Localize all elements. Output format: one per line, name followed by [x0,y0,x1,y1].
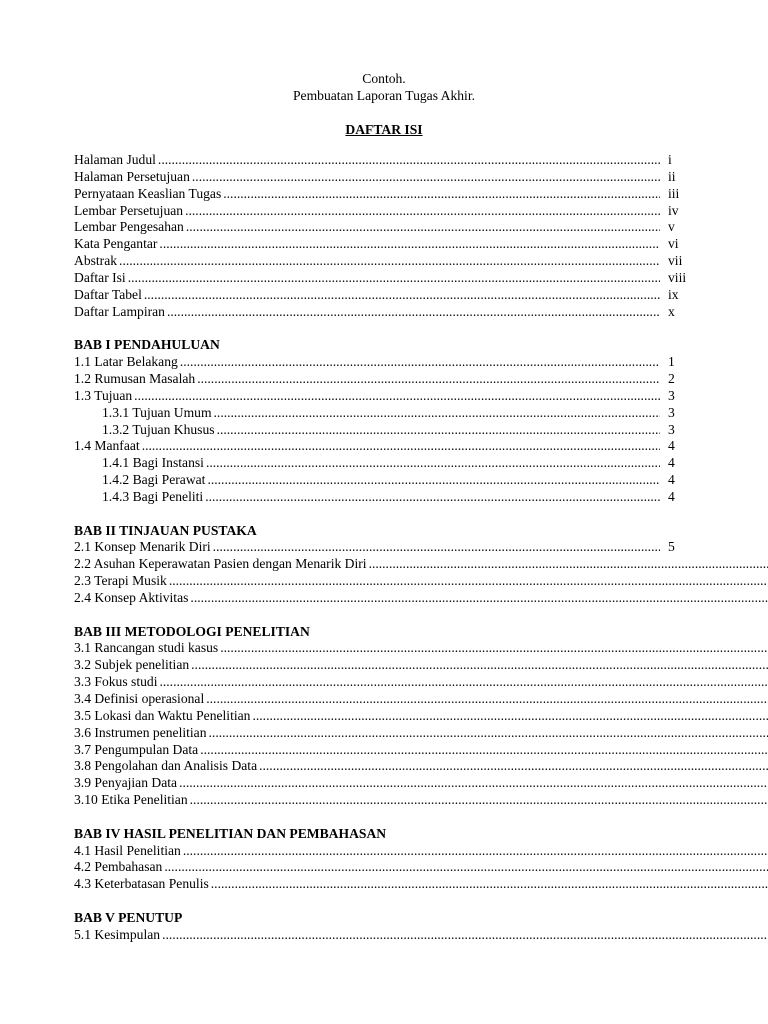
section-spacer [74,506,694,523]
toc-entry-label: 1.3 Tujuan [74,387,133,403]
toc-entry [74,792,694,809]
toc-entry [74,270,694,287]
toc-title [0,121,768,138]
dot-leader [209,725,768,742]
toc-entry-page: 3 [668,387,675,403]
toc-entry-label: 1.3.1 Tujuan Umum [102,404,212,420]
toc-entry-label: Kata Pengantar [74,236,158,252]
toc-entry-label: 3.7 Pengumpulan Data [74,741,199,757]
chapter-heading: BAB III METODOLOGI PENELITIAN [74,623,310,639]
toc-entry-label: Pernyataan Keaslian Tugas [74,185,222,201]
toc-entry-label: Halaman Persetujuan [74,168,190,184]
dot-leader [159,236,660,253]
toc-entry [74,169,694,186]
dot-leader [179,775,768,792]
dot-leader [167,304,660,321]
dot-leader [217,422,660,439]
toc-entry-label: 3.4 Definisi operasional [74,691,205,706]
toc-entry-page: ix [668,286,679,302]
toc-entry [74,674,694,691]
toc-entry-page: 2 [668,370,675,386]
dot-leader [223,186,660,203]
toc-entry-page: 3 [668,421,675,437]
dot-leader [200,742,768,759]
toc-entry [74,927,694,944]
toc-entry-page: vi [668,236,679,252]
toc-entry-page: ii [668,168,676,184]
dot-leader [158,152,660,169]
dot-leader [197,371,660,388]
toc-entry-label: 3.5 Lokasi dan Waktu Penelitian [74,707,251,723]
toc-entry-label: 2.2 Asuhan Keperawatan Pasien dengan Menarik Diri [74,556,367,572]
toc-entry-label: 4.3 Keterbatasan Penulis [74,876,209,892]
toc-entry-page: 1 [668,354,675,370]
toc-entry-label: 1.4.3 Bagi Peneliti [102,488,204,504]
toc-entry-page: 4 [668,455,675,471]
toc-entry [74,388,694,405]
toc-entry-label: 4.1 Hasil Penelitian [74,842,181,858]
toc-entry-page: 5 [668,539,675,555]
dot-leader [186,219,660,236]
toc-entry-label: 2.1 Konsep Menarik Diri [74,539,211,555]
header-line-2: Pembuatan Laporan Tugas Akhir. [293,88,475,103]
dot-leader [169,573,768,590]
dot-leader [220,640,768,657]
dot-leader [180,354,660,371]
toc-entry [74,590,694,607]
toc-entry-label: 1.4.1 Bagi Instansi [102,455,204,471]
section-spacer [74,809,694,826]
toc-entry-label: 1.2 Rumusan Masalah [74,370,196,386]
toc-entry-label: 3.9 Penyajian Data [74,775,178,791]
dot-leader [205,489,660,506]
toc-entry-label: 1.1 Latar Belakang [74,354,178,370]
toc-entry [74,354,694,371]
toc-entry-page: v [668,219,675,235]
toc-entry [74,725,694,742]
toc-entry [74,539,694,556]
dot-leader [183,843,768,860]
chapter-heading: BAB IV HASIL PENELITIAN DAN PEMBAHASAN [74,825,387,841]
dot-leader [190,590,768,607]
toc-entry [74,691,694,708]
toc-entry-label: Daftar Tabel [74,286,142,302]
dot-leader [252,708,768,725]
dot-leader [162,927,768,944]
toc-entry [74,219,694,236]
toc-entry-page: i [668,152,672,167]
toc-entry [74,556,694,573]
toc-entry-label: Lembar Persetujuan [74,202,184,218]
toc-entry-label: 1.4 Manfaat [74,438,140,454]
toc-entry-label: 3.1 Rancangan studi kasus [74,640,219,656]
toc-title-text: DAFTAR ISI [345,122,423,137]
toc-entry-page: vii [668,253,683,269]
table-of-contents [74,152,694,944]
dot-leader [214,405,660,422]
dot-leader [164,859,768,876]
toc-entry-page: 4 [668,488,675,504]
toc-entry-label: 3.8 Pengolahan dan Analisis Data [74,758,258,774]
chapter-heading: BAB II TINJAUAN PUSTAKA [74,522,257,538]
toc-entry-page: 3 [668,404,675,420]
toc-entry [74,758,694,775]
toc-entry-page: iii [668,185,680,201]
toc-entry [74,152,694,169]
toc-entry-label: 4.2 Pembahasan [74,859,163,875]
toc-entry [74,287,694,304]
dot-leader [192,169,660,186]
section-spacer [74,607,694,624]
toc-entry-label: 3.6 Instrumen penelitian [74,724,207,740]
toc-entry-label: 5.1 Kesimpulan [74,926,161,942]
toc-entry [74,371,694,388]
toc-entry [74,742,694,759]
toc-entry [74,186,694,203]
toc-entry-page: x [668,303,675,319]
toc-entry [74,876,694,893]
toc-entry-page: viii [668,269,687,285]
toc-entry-label: 1.4.2 Bagi Perawat [102,472,206,488]
dot-leader [185,203,660,220]
section-spacer [74,893,694,910]
toc-entry [74,203,694,220]
toc-entry-label: 1.3.2 Tujuan Khusus [102,421,215,437]
header-line-1: Contoh. [362,71,406,86]
dot-leader [119,253,660,270]
toc-entry [74,405,694,422]
toc-entry-label: Daftar Isi [74,269,126,285]
toc-entry-label: 3.2 Subjek penelitian [74,657,190,673]
toc-entry [74,304,694,321]
toc-entry-label: 3.10 Etika Penelitian [74,792,188,808]
toc-entry [74,657,694,674]
dot-leader [191,657,768,674]
toc-entry [74,708,694,725]
toc-entry-page: 4 [668,438,675,454]
toc-entry-label: 3.3 Fokus studi [74,674,158,690]
chapter-heading: BAB I PENDAHULUAN [74,337,220,353]
toc-entry [74,775,694,792]
dot-leader [206,455,660,472]
dot-leader [159,674,768,691]
toc-entry-label: Lembar Pengesahan [74,219,184,235]
toc-entry-label: Halaman Judul [74,152,156,167]
section-spacer [74,320,694,337]
toc-entry-label: Abstrak [74,253,118,269]
toc-entry-page: 4 [668,472,675,488]
dot-leader [190,792,768,809]
dot-leader [142,438,660,455]
toc-entry-page: iv [668,202,679,218]
toc-entry [74,843,694,860]
dot-leader [134,388,660,405]
dot-leader [207,472,660,489]
dot-leader [213,539,660,556]
toc-entry [74,640,694,657]
dot-leader [369,556,768,573]
toc-entry [74,438,694,455]
toc-entry [74,236,694,253]
toc-entry [74,489,694,506]
toc-entry [74,455,694,472]
dot-leader [211,876,768,893]
toc-entry [74,253,694,270]
dot-leader [144,287,660,304]
dot-leader [206,691,768,708]
chapter-heading: BAB V PENUTUP [74,909,183,925]
toc-entry-label: Daftar Lampiran [74,303,165,319]
toc-entry-label: 2.4 Konsep Aktivitas [74,589,189,605]
dot-leader [128,270,660,287]
toc-entry [74,573,694,590]
toc-entry-label: 2.3 Terapi Musik [74,573,167,589]
toc-entry [74,859,694,876]
dot-leader [259,758,768,775]
toc-entry [74,422,694,439]
toc-entry [74,472,694,489]
